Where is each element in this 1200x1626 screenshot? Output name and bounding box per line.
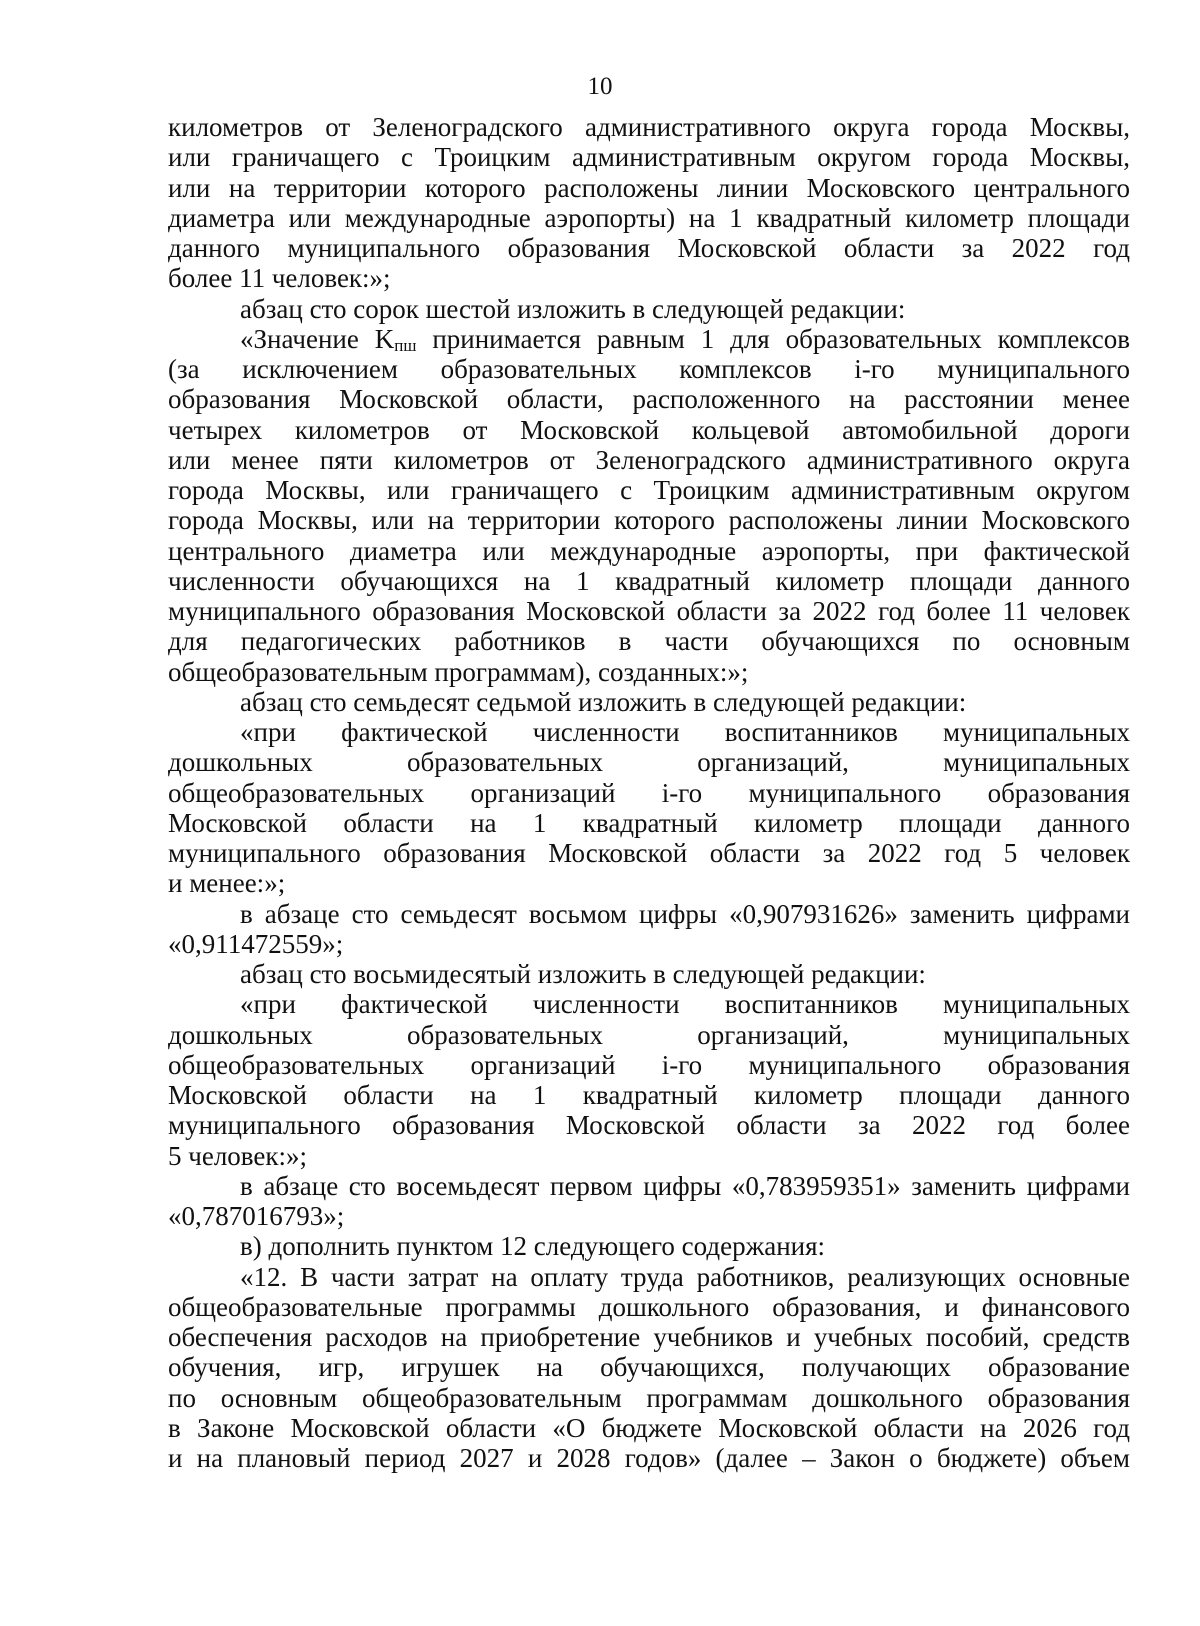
text-segment: дошкольных образовательных организаций, муниципальных <box>168 747 1130 778</box>
text-segment: Московской области на 1 квадратный километр площади данного <box>168 1080 1130 1110</box>
text-segment: абзац сто семьдесят седьмой изложить в следующей редакции: <box>240 686 967 717</box>
text-line <box>168 717 1130 747</box>
subscript-text: пш <box>394 335 417 355</box>
text-line <box>168 868 1130 898</box>
text-segment: общеобразовательным программам), созданных:»; <box>168 656 749 687</box>
text-segment: четырех километров от Московской кольцевой автомобильной дороги <box>168 414 1130 445</box>
text-line <box>168 626 1130 656</box>
text-line <box>168 1413 1130 1443</box>
text-segment: численности обучающихся на 1 квадратный километр площади данного <box>168 565 1130 596</box>
text-segment: и на плановый период 2027 и 2028 годов» (далее – Закон о бюджете) объем <box>168 1443 1130 1473</box>
text-line <box>168 1050 1130 1080</box>
text-segment: «Значение K <box>240 323 395 354</box>
text-line <box>168 1171 1130 1201</box>
text-segment: муниципального образования Московской области за 2022 год более 11 человек <box>168 596 1130 626</box>
text-line <box>168 505 1130 535</box>
text-segment: «0,787016793»; <box>168 1201 345 1231</box>
text-segment: города Москвы, или на территории которого расположены линии Московского <box>168 505 1130 536</box>
text-segment: диаметра или международные аэропорты) на 1 квадратный километр площади <box>168 202 1130 233</box>
text-line <box>168 1201 1130 1231</box>
text-line <box>168 566 1130 596</box>
text-segment: «12. В части затрат на оплату труда работников, реализующих основные <box>240 1261 1130 1292</box>
text-segment: «при фактической численности воспитанников муниципальных <box>240 989 1130 1020</box>
text-segment: в абзаце сто семьдесят восьмом цифры «0,907931626» заменить цифрами <box>240 898 1130 929</box>
text-line <box>168 475 1130 505</box>
text-segment: 5 человек:»; <box>168 1140 307 1171</box>
text-line <box>168 445 1130 475</box>
text-line <box>168 929 1130 959</box>
text-line <box>168 173 1130 203</box>
text-segment: или на территории которого расположены линии Московского центрального <box>168 172 1130 203</box>
text-line <box>168 354 1130 384</box>
text-segment: Московской области на 1 квадратный километр площади данного <box>168 807 1130 838</box>
text-segment: города Москвы, или граничащего с Троицким административным округом <box>168 475 1130 505</box>
text-segment: принимается равным 1 для образовательных комплексов <box>416 323 1130 354</box>
text-line <box>168 838 1130 868</box>
text-line <box>168 536 1130 566</box>
text-line <box>168 294 1130 324</box>
text-line <box>168 899 1130 929</box>
text-line <box>168 959 1130 989</box>
text-segment: и менее:»; <box>168 868 286 899</box>
text-segment: «при фактической численности воспитанников муниципальных <box>240 717 1130 747</box>
text-segment: данного муниципального образования Московской области за 2022 год <box>168 233 1130 263</box>
text-segment: обучения, игр, игрушек на обучающихся, получающих образование <box>168 1352 1130 1383</box>
text-line <box>168 778 1130 808</box>
text-line <box>168 1080 1130 1110</box>
text-line <box>168 687 1130 717</box>
text-segment: в) дополнить пунктом 12 следующего содержания: <box>240 1231 826 1262</box>
text-line <box>168 203 1130 233</box>
text-line <box>168 1322 1130 1352</box>
text-segment: по основным общеобразовательным программам дошкольного образования <box>168 1382 1130 1413</box>
text-line <box>168 324 1130 354</box>
text-segment: в абзаце сто восемьдесят первом цифры «0,783959351» заменить цифрами <box>240 1170 1130 1201</box>
text-line <box>168 233 1130 263</box>
text-segment: обеспечения расходов на приобретение учебников и учебных пособий, средств <box>168 1322 1130 1352</box>
text-line <box>168 1443 1130 1473</box>
text-line <box>168 747 1130 777</box>
text-line <box>168 263 1130 293</box>
text-line <box>168 1292 1130 1322</box>
page-number: 10 <box>587 73 613 100</box>
text-line <box>168 657 1130 687</box>
text-segment: центрального диаметра или международные аэропорты, при фактической <box>168 535 1130 566</box>
text-segment: муниципального образования Московской области за 2022 год 5 человек <box>168 838 1130 868</box>
text-segment: муниципального образования Московской области за 2022 год более <box>168 1110 1130 1141</box>
text-segment: общеобразовательных организаций i-го муниципального образования <box>168 777 1130 808</box>
document-body <box>168 112 1130 1473</box>
text-line <box>168 1110 1130 1140</box>
text-segment: более 11 человек:»; <box>168 263 391 294</box>
text-segment: «0,911472559»; <box>168 928 344 959</box>
text-line <box>168 1352 1130 1382</box>
text-line <box>168 1262 1130 1292</box>
text-line <box>168 1020 1130 1050</box>
text-segment: общеобразовательные программы дошкольного образования, и финансового <box>168 1291 1130 1322</box>
text-line <box>168 596 1130 626</box>
text-line <box>168 989 1130 1019</box>
text-line <box>168 1231 1130 1261</box>
text-line <box>168 1383 1130 1413</box>
text-line <box>168 112 1130 142</box>
text-segment: образования Московской области, расположенного на расстоянии менее <box>168 384 1130 415</box>
text-segment: для педагогических работников в части обучающихся по основным <box>168 626 1130 657</box>
text-segment: абзац сто восьмидесятый изложить в следующей редакции: <box>240 959 926 989</box>
text-line <box>168 1141 1130 1171</box>
text-segment: или граничащего с Троицким административным округом города Москвы, <box>168 142 1130 173</box>
text-segment: километров от Зеленоградского административного округа города Москвы, <box>168 112 1130 142</box>
text-segment: абзац сто сорок шестой изложить в следующей редакции: <box>240 293 906 324</box>
text-line <box>168 415 1130 445</box>
text-segment: в Законе Московской области «О бюджете Московской области на 2026 год <box>168 1412 1130 1443</box>
text-line <box>168 142 1130 172</box>
text-line <box>168 384 1130 414</box>
text-segment: дошкольных образовательных организаций, муниципальных <box>168 1019 1130 1050</box>
text-line <box>168 808 1130 838</box>
text-segment: (за исключением образовательных комплексов i-го муниципального <box>168 354 1130 384</box>
text-segment: или менее пяти километров от Зеленоградского административного округа <box>168 444 1130 475</box>
text-segment: общеобразовательных организаций i-го муниципального образования <box>168 1049 1130 1080</box>
